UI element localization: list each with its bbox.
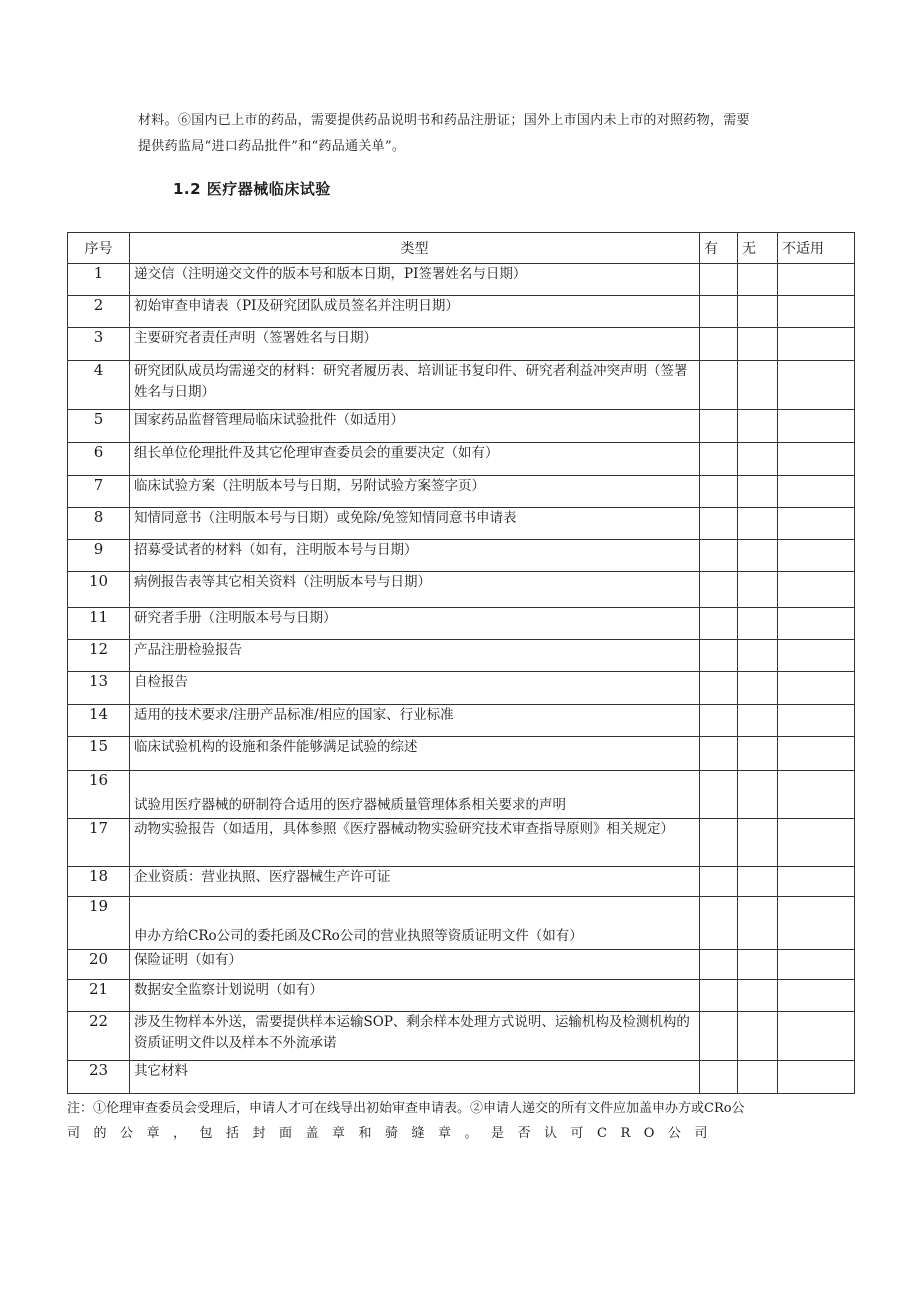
table-row [68,540,855,572]
check-no-cell[interactable] [738,540,778,572]
row-num: 22 [68,1012,130,1061]
check-yes-cell[interactable] [700,361,738,410]
row-type: 组长单位伦理批件及其它伦理审查委员会的重要决定（如有） [130,443,700,476]
check-no-cell[interactable] [738,508,778,540]
check-no-cell[interactable] [738,476,778,508]
row-type: 产品注册检验报告 [130,640,700,672]
row-type: 试验用医疗器械的研制符合适用的医疗器械质量管理体系相关要求的声明 [130,771,700,819]
table-row [68,361,855,410]
header-yes: 有 [700,233,738,264]
row-num: 10 [68,572,130,608]
check-na-cell[interactable] [778,443,855,476]
table-row [68,476,855,508]
row-type: 临床试验机构的设施和条件能够满足试验的综述 [130,737,700,771]
row-type: 主要研究者责任声明（签署姓名与日期） [130,328,700,361]
check-na-cell[interactable] [778,572,855,608]
row-num: 3 [68,328,130,361]
table-row [68,328,855,361]
row-num: 21 [68,980,130,1012]
row-type: 涉及生物样本外送，需要提供样本运输SOP、剩余样本处理方式说明、运输机构及检测机构的资质证明文件以及样本不外流承诺 [130,1012,700,1061]
check-yes-cell[interactable] [700,508,738,540]
row-type: 研究团队成员均需递交的材料：研究者履历表、培训证书复印件、研究者利益冲突声明（签署姓名与日期） [130,361,700,410]
check-yes-cell[interactable] [700,1061,738,1094]
check-yes-cell[interactable] [700,264,738,296]
intro-line-2: 提供药监局“进口药品批件”和“药品通关单”。 [138,139,406,154]
check-yes-cell[interactable] [700,705,738,737]
table-row [68,443,855,476]
check-yes-cell[interactable] [700,980,738,1012]
check-na-cell[interactable] [778,296,855,328]
row-num: 8 [68,508,130,540]
intro-line-1: 材料。⑥国内已上市的药品，需要提供药品说明书和药品注册证；国外上市国内未上市的对照药物，需要 [138,113,750,128]
document-checklist-table [67,232,855,1094]
row-num: 6 [68,443,130,476]
check-na-cell[interactable] [778,508,855,540]
check-no-cell[interactable] [738,264,778,296]
table-row [68,1061,855,1094]
row-type: 企业资质：营业执照、医疗器械生产许可证 [130,867,700,897]
check-no-cell[interactable] [738,361,778,410]
check-no-cell[interactable] [738,705,778,737]
check-no-cell[interactable] [738,950,778,980]
row-num: 13 [68,672,130,705]
check-na-cell[interactable] [778,672,855,705]
row-type: 临床试验方案（注明版本号与日期，另附试验方案签字页） [130,476,700,508]
row-type: 递交信（注明递交文件的版本号和版本日期，PI签署姓名与日期） [130,264,700,296]
row-num: 7 [68,476,130,508]
intro-paragraph [138,108,852,160]
table-row [68,264,855,296]
check-yes-cell[interactable] [700,443,738,476]
check-na-cell[interactable] [778,361,855,410]
row-type: 其它材料 [130,1061,700,1094]
footnote-line-2: 司的公章，包括封面盖章和骑缝章。是否认可CRO公司 [67,1126,721,1141]
check-yes-cell[interactable] [700,608,738,640]
row-num: 17 [68,819,130,867]
check-na-cell[interactable] [778,1061,855,1094]
row-num: 15 [68,737,130,771]
check-yes-cell[interactable] [700,476,738,508]
check-na-cell[interactable] [778,328,855,361]
check-na-cell[interactable] [778,264,855,296]
row-type: 动物实验报告（如适用，具体参照《医疗器械动物实验研究技术审查指导原则》相关规定） [130,819,700,867]
row-type: 招募受试者的材料（如有，注明版本号与日期） [130,540,700,572]
footnote [67,1096,854,1146]
check-yes-cell[interactable] [700,867,738,897]
check-na-cell[interactable] [778,897,855,950]
header-no: 无 [738,233,778,264]
row-type: 申办方给CRo公司的委托函及CRo公司的营业执照等资质证明文件（如有） [130,897,700,950]
check-na-cell[interactable] [778,410,855,443]
check-no-cell[interactable] [738,1061,778,1094]
check-yes-cell[interactable] [700,296,738,328]
check-yes-cell[interactable] [700,950,738,980]
row-num: 2 [68,296,130,328]
table-row [68,640,855,672]
table-row [68,410,855,443]
check-yes-cell[interactable] [700,672,738,705]
check-no-cell[interactable] [738,443,778,476]
check-no-cell[interactable] [738,737,778,771]
check-na-cell[interactable] [778,640,855,672]
check-na-cell[interactable] [778,540,855,572]
check-no-cell[interactable] [738,819,778,867]
row-type: 适用的技术要求/注册产品标准/相应的国家、行业标准 [130,705,700,737]
row-num: 16 [68,771,130,819]
table-row [68,508,855,540]
check-na-cell[interactable] [778,608,855,640]
check-na-cell[interactable] [778,771,855,819]
check-na-cell[interactable] [778,705,855,737]
row-num: 1 [68,264,130,296]
table-row [68,950,855,980]
row-num: 14 [68,705,130,737]
check-no-cell[interactable] [738,1012,778,1061]
check-yes-cell[interactable] [700,897,738,950]
check-no-cell[interactable] [738,771,778,819]
check-na-cell[interactable] [778,867,855,897]
table-row [68,771,855,819]
check-yes-cell[interactable] [700,640,738,672]
footnote-line-1: 注：①伦理审查委员会受理后，申请人才可在线导出初始审查申请表。②申请人递交的所有文件应加盖申办方或CRo公 [67,1101,745,1116]
check-no-cell[interactable] [738,328,778,361]
table-row [68,608,855,640]
check-na-cell[interactable] [778,819,855,867]
header-num: 序号 [68,233,130,264]
row-type: 初始审查申请表（PI及研究团队成员签名并注明日期） [130,296,700,328]
check-no-cell[interactable] [738,897,778,950]
check-no-cell[interactable] [738,672,778,705]
check-na-cell[interactable] [778,980,855,1012]
header-type: 类型 [130,233,700,264]
check-yes-cell[interactable] [700,1012,738,1061]
check-yes-cell[interactable] [700,540,738,572]
row-type: 知情同意书（注明版本号与日期）或免除/免签知情同意书申请表 [130,508,700,540]
check-no-cell[interactable] [738,640,778,672]
check-no-cell[interactable] [738,296,778,328]
table-row [68,672,855,705]
section-title: 1.2 医疗器械临床试验 [173,180,331,198]
row-num: 20 [68,950,130,980]
table-row [68,705,855,737]
check-na-cell[interactable] [778,1012,855,1061]
check-no-cell[interactable] [738,410,778,443]
check-yes-cell[interactable] [700,819,738,867]
table-row [68,737,855,771]
check-yes-cell[interactable] [700,737,738,771]
check-no-cell[interactable] [738,572,778,608]
row-type: 研究者手册（注明版本号与日期） [130,608,700,640]
check-no-cell[interactable] [738,980,778,1012]
check-no-cell[interactable] [738,867,778,897]
check-yes-cell[interactable] [700,572,738,608]
check-na-cell[interactable] [778,476,855,508]
header-na: 不适用 [778,233,855,264]
table-header-row [68,233,855,264]
row-type: 病例报告表等其它相关资料（注明版本号与日期） [130,572,700,608]
table-row [68,897,855,950]
table-row [68,867,855,897]
row-num: 12 [68,640,130,672]
row-type: 自检报告 [130,672,700,705]
table-row [68,296,855,328]
table-row [68,819,855,867]
row-num: 11 [68,608,130,640]
row-num: 19 [68,897,130,950]
check-yes-cell[interactable] [700,771,738,819]
check-na-cell[interactable] [778,950,855,980]
check-na-cell[interactable] [778,737,855,771]
row-type: 国家药品监督管理局临床试验批件（如适用） [130,410,700,443]
row-num: 5 [68,410,130,443]
row-type: 保险证明（如有） [130,950,700,980]
check-no-cell[interactable] [738,608,778,640]
check-yes-cell[interactable] [700,328,738,361]
table-row [68,980,855,1012]
row-num: 23 [68,1061,130,1094]
check-yes-cell[interactable] [700,410,738,443]
row-type: 数据安全监察计划说明（如有） [130,980,700,1012]
row-num: 18 [68,867,130,897]
row-num: 9 [68,540,130,572]
table-row [68,572,855,608]
table-row [68,1012,855,1061]
row-num: 4 [68,361,130,410]
